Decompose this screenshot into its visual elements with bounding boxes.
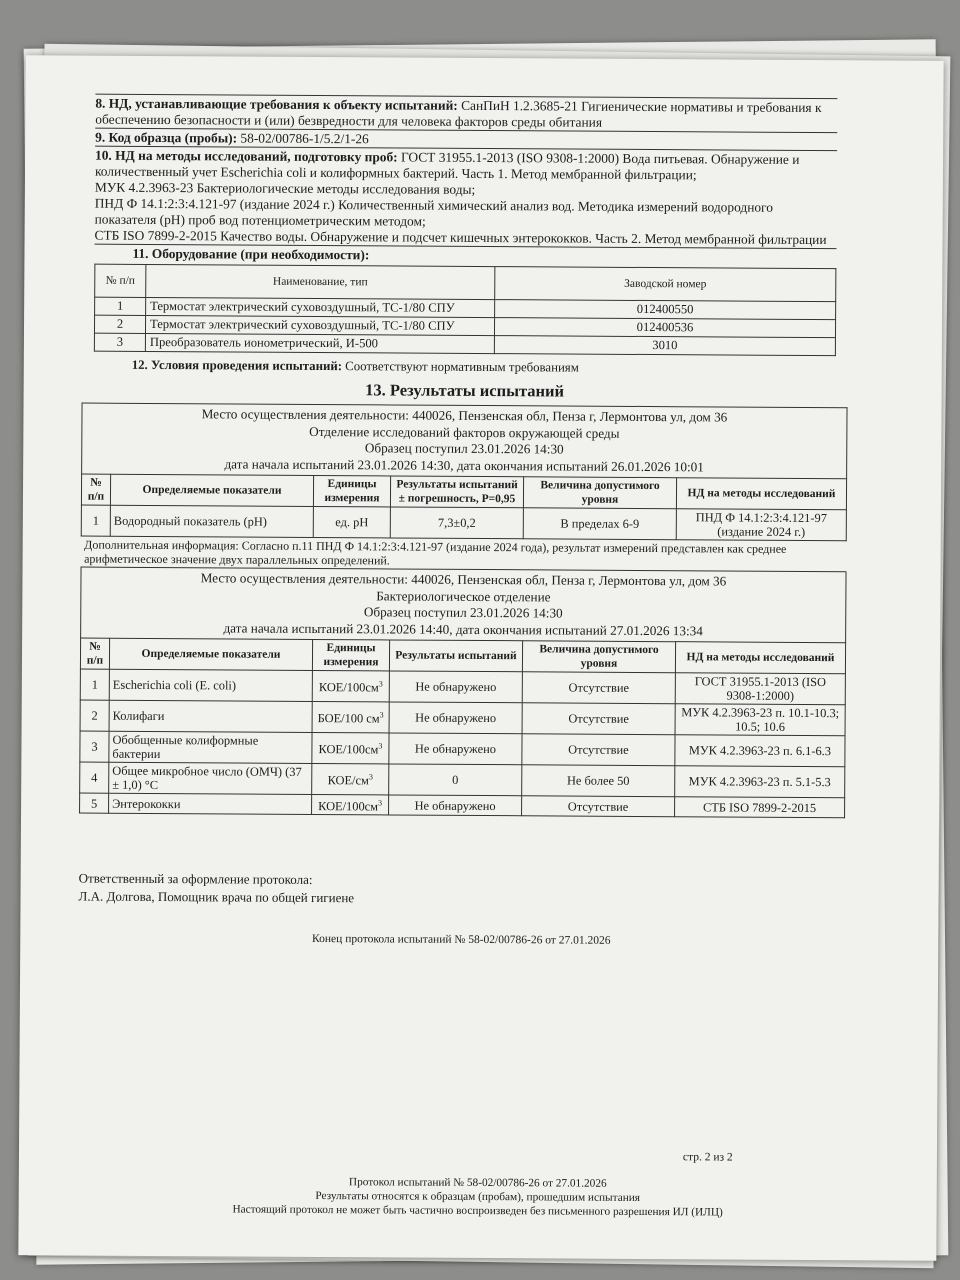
row-indicator: Энтерококки <box>109 793 312 814</box>
row-num: 2 <box>80 700 109 731</box>
col-method: НД на методы исследований <box>675 642 845 674</box>
section-10 <box>95 146 838 249</box>
row-method: МУК 4.2.3963-23 п. 5.1-5.3 <box>675 766 845 798</box>
document-page <box>18 55 943 1261</box>
row-method: ГОСТ 31955.1-2013 (ISO 9308-1:2000) <box>675 673 845 705</box>
section-9-text: 58-02/00786-1/5.2/1-26 <box>240 130 369 147</box>
row-limit: Отсутствие <box>522 672 675 704</box>
block1-dates: дата начала испытаний 23.01.2026 14:30, дата окончания испытаний 26.01.2026 10:01 <box>224 455 704 474</box>
equipment-header-num: № п/п <box>95 264 146 297</box>
equipment-header-row <box>95 264 836 302</box>
col-result: Результаты испытаний <box>389 640 522 672</box>
row-num: 5 <box>80 793 109 813</box>
page-content <box>78 94 840 949</box>
row-indicator: Колифаги <box>109 700 312 732</box>
row-units-sup: 3 <box>378 679 383 689</box>
table-row <box>94 333 835 356</box>
equipment-table <box>94 264 837 357</box>
table-row <box>80 731 845 767</box>
row-num: 3 <box>80 731 109 762</box>
row-units-text: БОЕ/100 см <box>317 711 380 726</box>
row-units-text: КОЕ/100см <box>318 799 379 814</box>
col-num: № п/п <box>80 638 109 669</box>
row-limit: Отсутствие <box>522 796 675 817</box>
footer-line3: Настоящий протокол не может быть частично воспроизведен без письменного разрешения ИЛ (ИЛЦ) <box>232 1203 723 1219</box>
section-10-line2: МУК 4.2.3963-23 Бактериологические методы исследования воды; <box>94 179 476 197</box>
row-indicator: Escherichia coli (E. coli) <box>109 669 312 701</box>
equipment-serial: 012400536 <box>494 318 835 338</box>
col-units: Единицы измерения <box>312 639 389 670</box>
block1-column-headers <box>81 474 846 510</box>
row-limit: Отсутствие <box>522 703 675 735</box>
equipment-serial: 012400550 <box>495 300 836 320</box>
row-indicator: Водородный показатель (pH) <box>110 505 313 537</box>
block1-header-cell <box>82 403 847 479</box>
row-num: 1 <box>81 505 110 536</box>
col-indicator: Определяемые показатели <box>110 474 313 506</box>
row-result: 7,3±0,2 <box>390 507 523 539</box>
row-units-text: КОЕ/100см <box>318 680 379 695</box>
row-units <box>312 701 389 732</box>
col-method: НД на методы исследований <box>676 478 846 510</box>
row-method: СТБ ISO 7899-2-2015 <box>675 797 845 818</box>
equipment-header-serial: Заводской номер <box>495 267 836 302</box>
row-result: Не обнаружено <box>389 671 522 703</box>
block2-dates: дата начала испытаний 23.01.2026 14:40, дата окончания испытаний 27.01.2026 13:34 <box>223 619 703 638</box>
block2-header-cell <box>81 567 846 643</box>
col-result: Результаты испытаний ± погрешность, P=0,95 <box>390 476 523 508</box>
block1-received: Образец поступил 23.01.2026 14:30 <box>364 440 564 457</box>
block2-received: Образец поступил 23.01.2026 14:30 <box>363 604 563 621</box>
block2-column-headers <box>80 638 845 674</box>
section-10-text: ГОСТ 31955.1-2013 (ISO 9308-1:2000) Вода питьевая. Обнаружение и количественный учет Escherichia coli и колиформных бактерий. Часть 1. Метод мембранной фильтрации; <box>94 149 800 183</box>
row-result: Не обнаружено <box>389 702 522 734</box>
responsible-label: Ответственный за оформление протокола: <box>78 870 313 888</box>
row-num: 1 <box>80 669 109 700</box>
results-table <box>79 403 847 819</box>
row-method: МУК 4.2.3963-23 п. 10.1-10.3; 10.5; 10.6 <box>675 704 845 736</box>
section-8-text: СанПиН 1.2.3685-21 Гигиенические нормативы и требования к обеспечению безопасности и (или) безвредности для человека факторов среды обитания <box>95 97 822 130</box>
section-10-label: 10. НД на методы исследований, подготовку проб: <box>95 147 398 165</box>
col-indicator: Определяемые показатели <box>109 638 312 670</box>
row-units-sup: 3 <box>368 772 373 782</box>
block1-note: Дополнительная информация: Согласно п.11 ПНД Ф 14.1:2:3:4.121-97 (издание 2024 года), результат измерений представлен как среднее арифметическое значение двух параллельных определений. <box>81 536 846 572</box>
block1-note-row <box>81 536 846 572</box>
block1-header <box>82 403 847 479</box>
block1-dept: Отделение исследований факторов окружающей среды <box>309 423 620 441</box>
footer-line1: Протокол испытаний № 58-02/00786-26 от 27.01.2026 <box>348 1176 607 1190</box>
responsible-name: Л.А. Долгова, Помощник врача по общей гигиене <box>78 888 355 906</box>
row-result: Не обнаружено <box>389 733 522 765</box>
block2-place: Место осуществления деятельности: 440026, Пензенская обл, Пенза г, Лермонтова ул, дом 36 <box>200 570 727 589</box>
col-units: Единицы измерения <box>313 475 390 506</box>
row-units <box>312 794 389 815</box>
section-8 <box>95 94 837 133</box>
section-9-label: 9. Код образца (пробы): <box>95 129 238 146</box>
equipment-name: Термостат электрический суховоздушный, ТС-1/80 СПУ <box>145 315 494 335</box>
table-row <box>80 762 845 798</box>
end-of-protocol: Конец протокола испытаний № 58-02/00786-26 от 27.01.2026 <box>312 933 611 947</box>
col-limit: Величина допустимого уровня <box>522 641 675 673</box>
equipment-name: Преобразователь ионометрический, И-500 <box>145 333 494 353</box>
table-row <box>80 700 845 736</box>
table-row <box>81 505 846 541</box>
equipment-header-name: Наименование, тип <box>146 264 495 299</box>
row-indicator: Общее микробное число (ОМЧ) (37 ± 1,0) °С <box>109 762 312 794</box>
section-10-line3: ПНД Ф 14.1:2:3:4.121-97 (издание 2024 г.) Количественный химический анализ вод. Методика измерений водородного показателя (pH) проб вод потенциометрическим методом; <box>94 195 773 229</box>
block2-header <box>81 567 846 643</box>
section-12-text: Соответствуют нормативным требованиям <box>345 359 579 375</box>
row-units <box>312 732 389 763</box>
footer-line2: Результаты относятся к образцам (пробам), прошедшим испытания <box>315 1189 641 1204</box>
row-units-text: КОЕ/100см <box>318 742 379 757</box>
equipment-num: 3 <box>94 333 145 351</box>
row-method: ПНД Ф 14.1:2:3:4.121-97 (издание 2024 г.) <box>676 509 846 541</box>
col-limit: Величина допустимого уровня <box>523 477 676 509</box>
block2-dept: Бактериологическое отделение <box>376 587 551 604</box>
row-units-sup: 3 <box>378 741 383 751</box>
equipment-num: 2 <box>94 315 145 333</box>
row-units <box>312 763 389 794</box>
equipment-num: 1 <box>95 297 146 315</box>
col-num: № п/п <box>81 474 110 505</box>
row-limit: Не более 50 <box>522 765 675 797</box>
table-row <box>80 669 845 705</box>
row-result: 0 <box>389 764 522 796</box>
row-units: ед. pH <box>313 506 390 537</box>
row-method: МУК 4.2.3963-23 п. 6.1-6.3 <box>675 735 845 767</box>
row-limit: В пределах 6-9 <box>523 508 676 540</box>
section-12-label: 12. Условия проведения испытаний: <box>131 357 343 374</box>
block1-place: Место осуществления деятельности: 440026, Пензенская обл, Пенза г, Лермонтова ул, дом 36 <box>201 406 728 425</box>
row-indicator: Обобщенные колиформные бактерии <box>109 731 312 763</box>
responsible-block <box>78 870 832 911</box>
row-units-sup: 3 <box>378 798 383 808</box>
table-row <box>80 793 845 818</box>
row-units-sup: 3 <box>379 710 384 720</box>
section-12 <box>100 358 836 377</box>
row-limit: Отсутствие <box>522 734 675 766</box>
row-num: 4 <box>80 762 109 793</box>
section-10-line4: СТБ ISO 7899-2-2015 Качество воды. Обнаружение и подсчет кишечных энтерококков. Часть 2. Метод мембранной фильтрации <box>94 227 827 248</box>
page-footer <box>19 1173 937 1221</box>
row-result: Не обнаружено <box>389 795 522 816</box>
section-11-label: 11. Оборудование (при необходимости): <box>132 245 370 263</box>
equipment-name: Термостат электрический суховоздушный, ТС-1/80 СПУ <box>146 297 495 317</box>
section-8-label: 8. НД, устанавливающие требования к объекту испытаний: <box>95 95 458 113</box>
results-title: 13. Результаты испытаний <box>365 380 565 401</box>
equipment-serial: 3010 <box>494 336 835 356</box>
row-units <box>312 670 389 701</box>
page-number: стр. 2 из 2 <box>682 1151 733 1164</box>
row-units-text: КОЕ/см <box>327 773 369 788</box>
